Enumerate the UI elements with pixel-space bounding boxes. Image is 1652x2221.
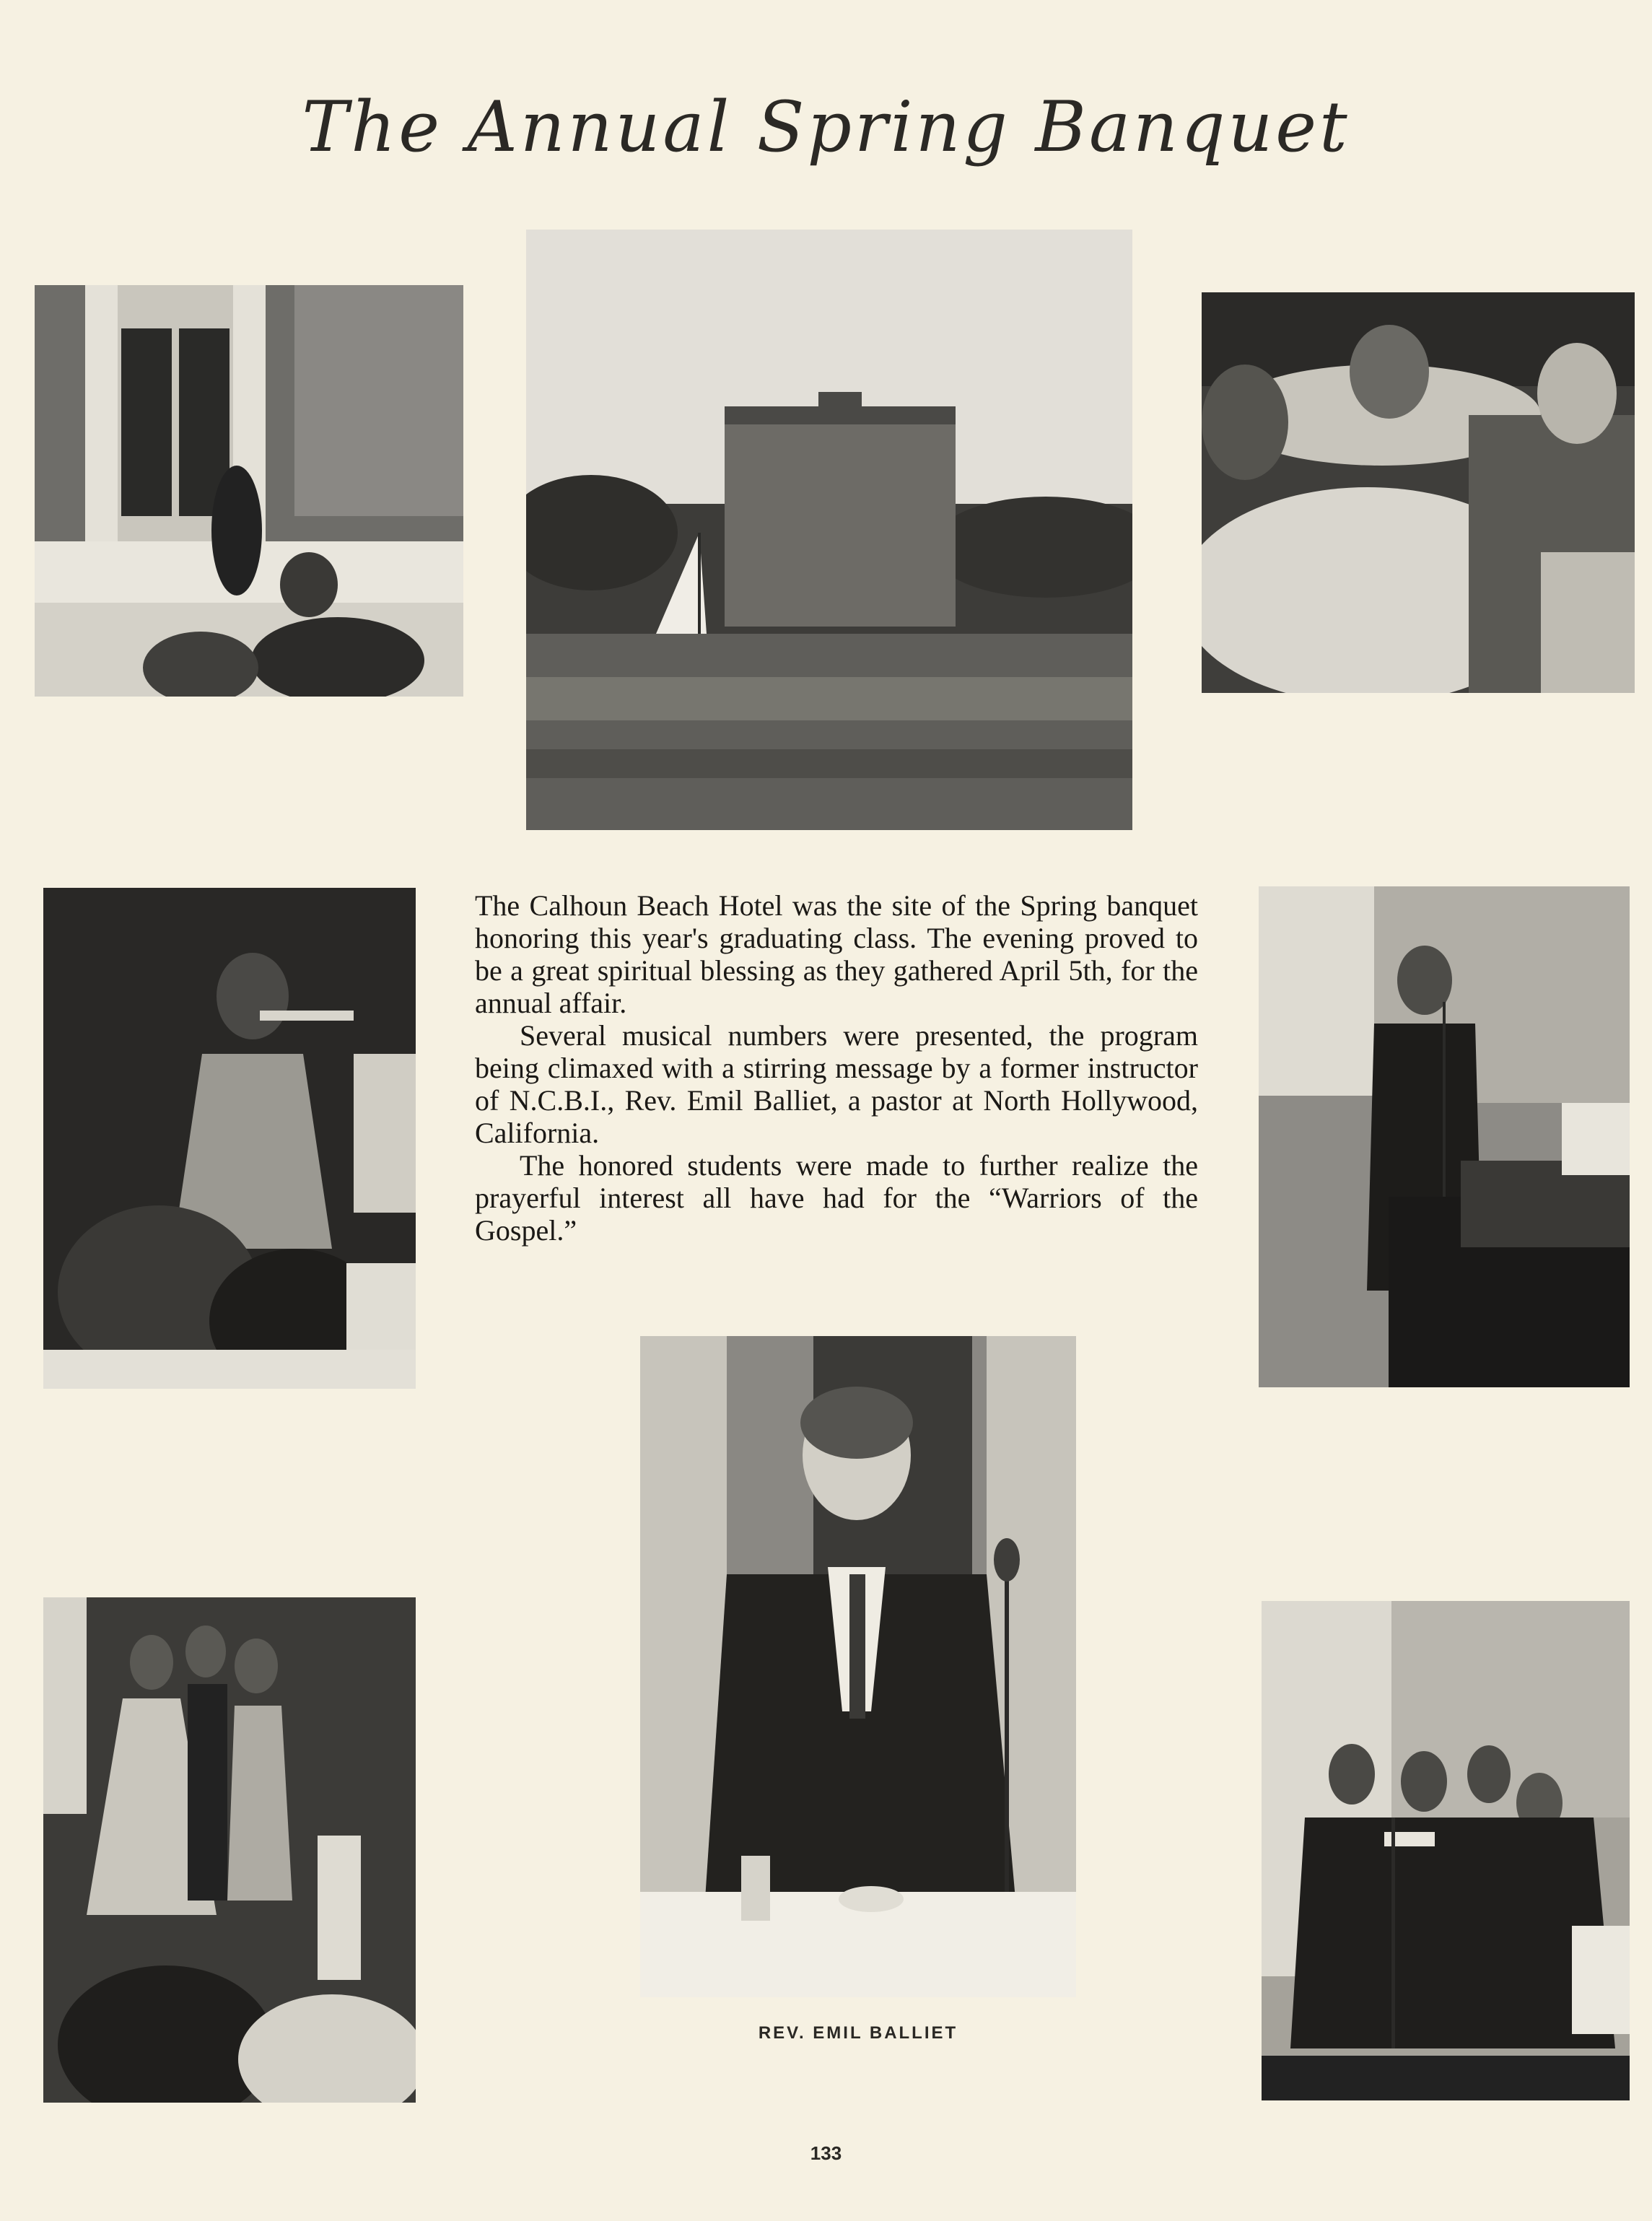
male-quartet-photo <box>1262 1601 1630 2100</box>
guests-at-tables-photo <box>1202 292 1635 693</box>
page-number: 133 <box>810 2142 842 2164</box>
story-paragraph: The honored students were made to further realize the prayerful interest all have had for the “Warriors of the Gospel.” <box>475 1149 1198 1247</box>
page-title: The Annual Spring Banquet <box>302 87 1350 167</box>
story-paragraph: The Calhoun Beach Hotel was the site of the Spring banquet honoring this year's graduating class. The evening proved to be a great spiritual blessing as they gathered April 5th, for the annual affair. <box>475 889 1198 1019</box>
photo-caption: REV. EMIL BALLIET <box>758 2023 958 2043</box>
head-table-photo <box>35 285 463 697</box>
banquet-story <box>475 889 1198 1247</box>
story-paragraph: Several musical numbers were presented, the program being climaxed with a stirring message by a former instructor of N.C.B.I., Rev. Emil Balliet, a pastor at North Hollywood, California. <box>475 1019 1198 1149</box>
calhoun-beach-hotel-photo <box>526 230 1132 830</box>
student-at-microphone-photo <box>1259 886 1630 1387</box>
vocal-trio-photo <box>43 1597 416 2103</box>
rev-emil-balliet-photo <box>640 1336 1076 1997</box>
trumpet-soloist-photo <box>43 888 416 1389</box>
